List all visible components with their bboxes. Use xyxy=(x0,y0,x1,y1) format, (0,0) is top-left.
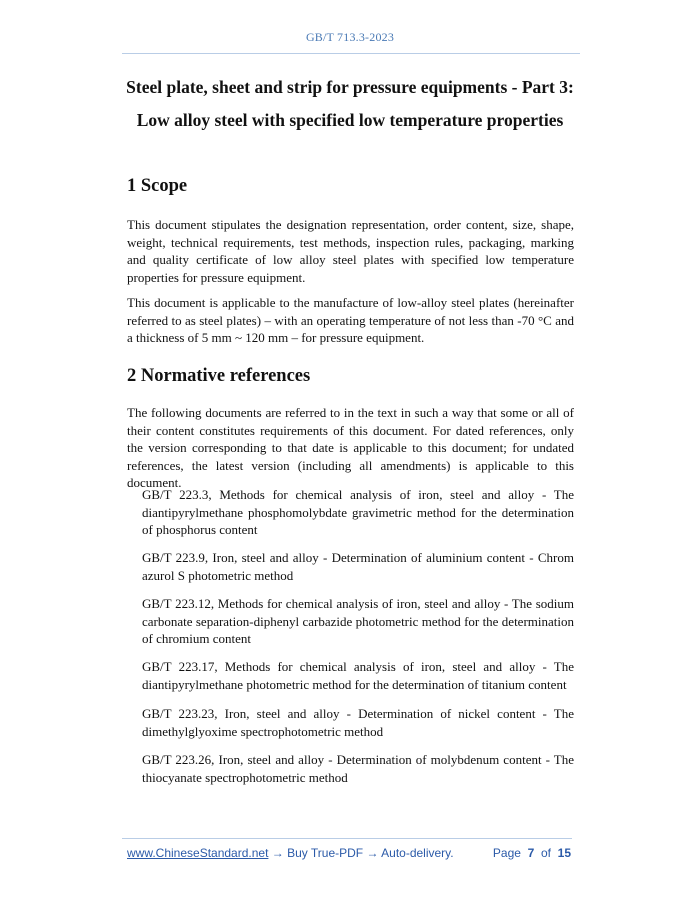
reference-item: GB/T 223.26, Iron, steel and alloy - Determination of molybdenum content - The thiocyanate spectrophotometric method xyxy=(142,752,574,785)
page-indicator xyxy=(493,846,571,860)
reference-item: GB/T 223.9, Iron, steel and alloy - Determination of aluminium content - Chrom azurol S photometric method xyxy=(142,550,574,583)
footer-divider xyxy=(122,838,572,839)
auto-delivery-label: Auto-delivery. xyxy=(381,846,454,860)
scope-paragraph-2: This document is applicable to the manufacture of low-alloy steel plates (hereinafter referred to as steel plates) – with an operating temperature of not less than -70 °C and a thickness of 5 mm ~ 120 mm – for pressure equipment. xyxy=(127,295,574,345)
page-word: Page xyxy=(492,846,521,860)
scope-paragraph-1: This document stipulates the designation representation, order content, size, shape, weight, technical requirements, test methods, inspection rules, packaging, marking and quality certificate of low alloy steel plates with specified low temperature properties for pressure equipment. xyxy=(127,217,574,285)
references-intro-paragraph: The following documents are referred to in the text in such a way that some or all of their content constitutes requirements of this document. For dated references, only the version corresponding to that date is applicable to this document; for undated references, the latest version (including all amendments) is applicable to this document. xyxy=(127,405,574,490)
document-code: GB/T 713.3-2023 xyxy=(305,30,395,44)
reference-item: GB/T 223.3, Methods for chemical analysis of iron, steel and alloy - The diantipyrylmethane phosphomolybdate gravimetric method for the determination of phosphorus content xyxy=(142,487,574,537)
buy-pdf-label: Buy True-PDF xyxy=(287,846,364,860)
of-word: of xyxy=(540,846,551,860)
document-title-line-2: Low alloy steel with specified low temperature properties xyxy=(136,110,564,130)
header-divider xyxy=(122,53,580,54)
section-heading-normative-references: 2 Normative references xyxy=(127,366,311,386)
arrow-icon: → xyxy=(363,846,382,860)
current-page-number: 7 xyxy=(527,846,535,860)
reference-item: GB/T 223.17, Methods for chemical analysis of iron, steel and alloy - The diantipyrylmethane photometric method for the determination of titanium content xyxy=(142,659,574,692)
document-title-line-1: Steel plate, sheet and strip for pressure equipments - Part 3: xyxy=(126,77,574,97)
reference-item: GB/T 223.23, Iron, steel and alloy - Determination of nickel content - The dimethylglyoxime spectrophotometric method xyxy=(142,706,574,739)
total-pages-number: 15 xyxy=(557,846,571,860)
section-heading-scope: 1 Scope xyxy=(127,176,188,196)
arrow-icon: → xyxy=(268,846,288,860)
reference-item: GB/T 223.12, Methods for chemical analysis of iron, steel and alloy - The sodium carbonate separation-diphenyl carbazide photometric method for the determination of chromium content xyxy=(142,596,574,646)
site-link[interactable]: www.ChineseStandard.net xyxy=(127,846,269,860)
page-footer xyxy=(127,846,571,860)
